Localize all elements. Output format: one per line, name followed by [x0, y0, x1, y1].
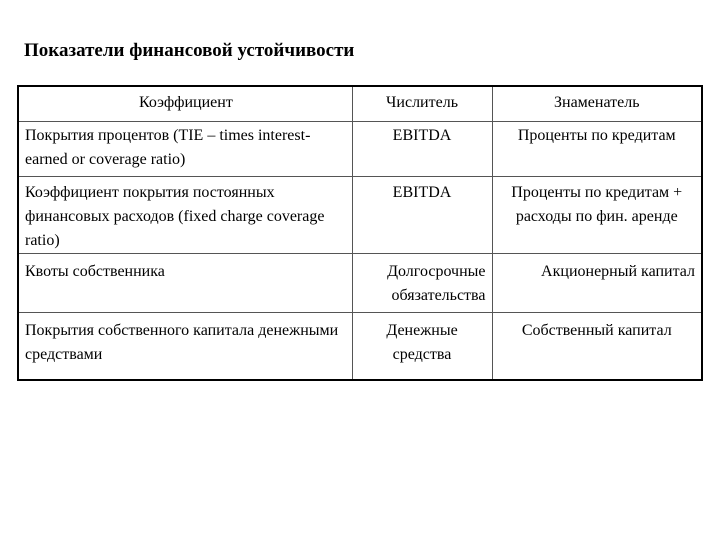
- page-title: Показатели финансовой устойчивости: [24, 40, 355, 61]
- financial-stability-table: [17, 85, 703, 381]
- ratio-name-cell: Покрытия собственного капитала денежными средствами: [18, 313, 352, 381]
- denominator-cell: Проценты по кредитам + расходы по фин. аренде: [492, 177, 702, 254]
- table-row: [18, 177, 702, 254]
- numerator-cell: EBITDA: [352, 177, 492, 254]
- header-numerator: Числитель: [352, 86, 492, 122]
- header-ratio: Коэффициент: [18, 86, 352, 122]
- denominator-cell: Акционерный капитал: [492, 254, 702, 313]
- table-row: [18, 122, 702, 177]
- table-row: [18, 313, 702, 381]
- numerator-cell: EBITDA: [352, 122, 492, 177]
- ratio-name-cell: Коэффициент покрытия постоянных финансовых расходов (fixed charge coverage ratio): [18, 177, 352, 254]
- denominator-cell: Собственный капитал: [521, 322, 672, 339]
- table-row: [18, 254, 702, 313]
- table-header-row: [18, 86, 702, 122]
- numerator-cell: Долгосрочные обязательства: [352, 254, 492, 313]
- ratio-name-cell: Квоты собственника: [18, 254, 352, 313]
- numerator-cell: Денежные средства: [352, 313, 492, 381]
- denominator-cell: Проценты по кредитам: [492, 122, 702, 177]
- header-denominator: Знаменатель: [492, 86, 702, 122]
- ratio-name-cell: Покрытия процентов (TIE – times interest-earned or coverage ratio): [18, 122, 352, 177]
